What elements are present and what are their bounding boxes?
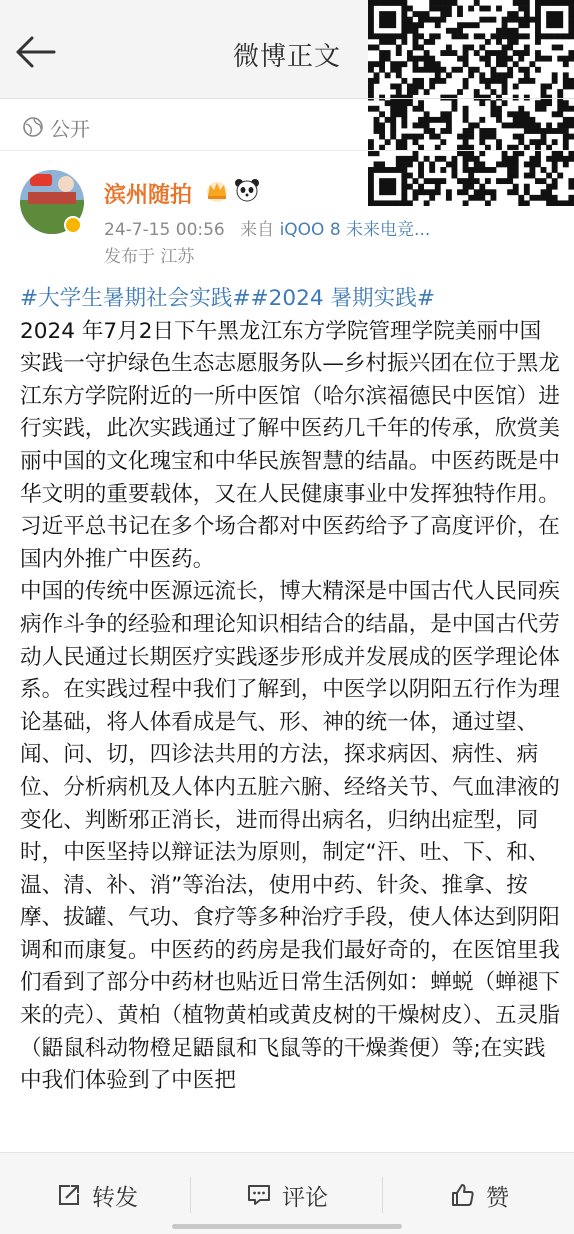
like-button[interactable] — [450, 1175, 509, 1215]
action-separator — [382, 1177, 383, 1213]
post-meta — [104, 215, 430, 240]
like-label: 赞 — [486, 1184, 509, 1211]
visibility-indicator — [22, 112, 90, 142]
page-title: 微博正文 — [232, 42, 341, 72]
repost-button[interactable] — [56, 1175, 138, 1215]
location: 发布于 江苏 — [104, 247, 195, 267]
crown-icon — [204, 178, 230, 202]
action-separator — [190, 1177, 191, 1213]
timestamp: 24-7-15 00:56 — [104, 220, 225, 240]
header-divider — [0, 98, 574, 99]
username[interactable]: 滨州随拍 — [104, 183, 193, 208]
post-paragraph-1: 2024 年7月2日下午黑龙江东方学院管理学院美丽中国实践一守护绿色生态志愿服务队—乡村振兴团在位于黑龙江东方学院附近的一所中医馆（哈尔滨福德民中医馆）进行实践，此次实践通过了解中医药几千年的传承，欣赏美丽中国的文化瑰宝和中华民族智慧的结晶。中医药既是中华文明的重要载体，又在人民健康事业中发挥独特作用。习近平总书记在多个场合都对中医药给予了高度评价，在国内外推广中医药。 — [20, 318, 560, 572]
thumbs-up-icon — [450, 1182, 476, 1208]
comment-label: 评论 — [282, 1184, 328, 1211]
source-prefix: 来自 — [240, 220, 275, 240]
verified-badge-icon — [64, 216, 82, 234]
topic-tags[interactable]: #大学生暑期社会实践##2024 暑期实践# — [20, 286, 435, 311]
post-body — [20, 283, 560, 1098]
section-divider — [0, 150, 574, 151]
comment-icon — [246, 1182, 272, 1208]
panda-icon — [234, 178, 260, 202]
repost-label: 转发 — [92, 1184, 138, 1211]
comment-button[interactable] — [246, 1175, 328, 1215]
home-indicator — [172, 1224, 402, 1229]
action-bar — [0, 1152, 574, 1234]
repost-icon — [56, 1182, 82, 1208]
globe-icon — [22, 116, 44, 138]
device-link[interactable]: iQOO 8 未来电竞... — [279, 220, 431, 240]
qr-code-image — [368, 0, 574, 206]
visibility-label: 公开 — [50, 116, 90, 141]
post-paragraph-2: 中国的传统中医源远流长，博大精深是中国古代人民同疾病作斗争的经验和理论知识相结合的结晶，是中国古代劳动人民通过长期医疗实践逐步形成并发展成的医学理论体系。在实践过程中我们了解到，中医学以阴阳五行作为理论基础，将人体看成是气、形、神的统一体，通过望、闻、问、切，四诊法共用的方法，探求病因、病性、病位、分析病机及人体内五脏六腑、经络关节、气血津液的变化、判断邪正消长，进而得出病名，归纳出症型，同时，中医坚持以辩证法为原则，制定“汗、吐、下、和、温、清、补、消”等治法，使用中药、针灸、推拿、按摩、拔罐、气功、食疗等多种治疗手段，使人体达到阴阳调和而康复。中医药的药房是我们最好奇的，在医馆里我们看到了部分中药材也贴近日常生活例如：蝉蜕（蝉褪下来的壳）、黄柏（植物黄柏或黄皮树的干燥树皮）、五灵脂（鼯鼠科动物橙足鼯鼠和飞鼠等的干燥粪便）等;在实践中我们体验到了中医把 — [20, 579, 560, 1094]
